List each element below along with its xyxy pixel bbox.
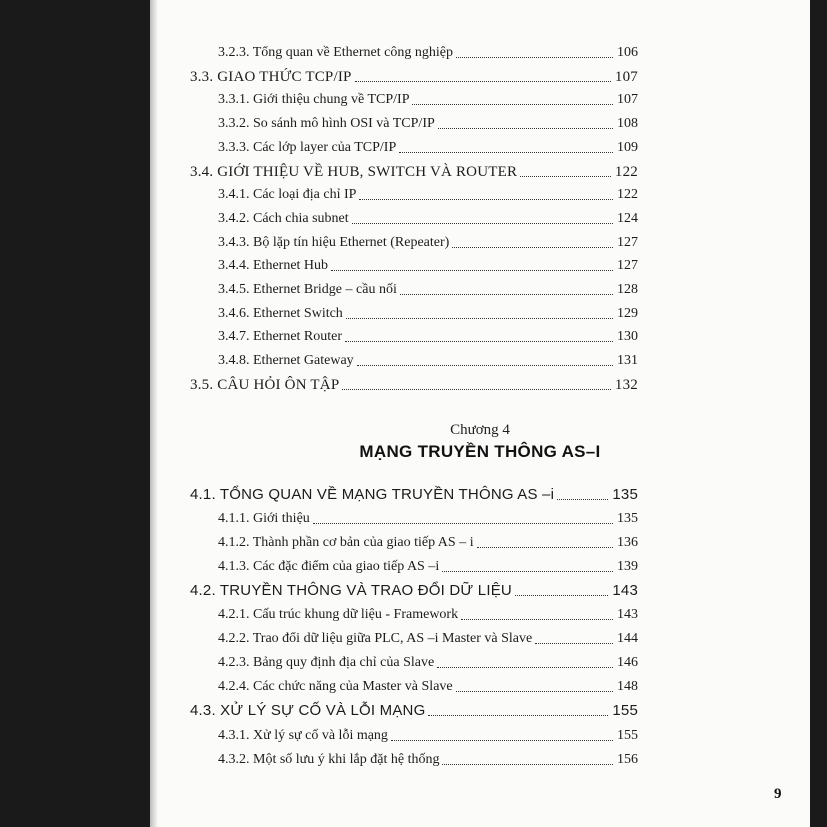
toc-entry-title: 3.4.8. Ethernet Gateway	[218, 353, 354, 369]
chapter-label: Chương 4	[450, 422, 510, 438]
toc-entry-title: 3.4.6. Ethernet Switch	[218, 305, 343, 321]
toc-entry-title: 3.3.3. Các lớp layer của TCP/IP	[218, 139, 397, 155]
toc-dot-leader	[442, 749, 613, 765]
toc-dot-leader	[313, 508, 613, 524]
toc-entry	[218, 350, 638, 372]
toc-entry	[190, 484, 638, 506]
toc-entry	[218, 556, 638, 578]
toc-entry	[190, 374, 638, 396]
toc-entry-title: 4.2.3. Bảng quy định địa chỉ của Slave	[218, 655, 435, 671]
toc-entry	[218, 137, 638, 159]
toc-entry-page: 128	[617, 282, 638, 297]
page-number: 9	[774, 786, 782, 802]
toc-entry-title: 4.1.3. Các đặc điểm của giao tiếp AS –i	[218, 559, 440, 575]
toc-dot-leader	[477, 532, 613, 548]
toc-entry-page: 144	[617, 631, 638, 647]
toc-entry-page: 108	[617, 116, 638, 132]
toc-dot-leader	[452, 232, 613, 248]
toc-entry	[218, 749, 638, 771]
toc-entry-page: 122	[614, 163, 638, 180]
toc-entry-page: 143	[617, 607, 638, 623]
toc-entry-title: 3.3. GIAO THỨC TCP/IP	[190, 68, 352, 85]
toc-dot-leader	[400, 279, 613, 295]
toc-entry-title: 3.5. CÂU HỎI ÔN TẬP	[190, 376, 340, 393]
toc-entry-page: 129	[617, 305, 638, 321]
toc-dot-leader	[391, 725, 613, 741]
toc-entry-title: 4.2.1. Cấu trúc khung dữ liệu - Framework	[218, 607, 459, 623]
toc-dot-leader	[437, 652, 613, 668]
toc-dot-leader	[456, 42, 613, 58]
toc-entry-page: 135	[617, 511, 638, 527]
toc-entry	[218, 232, 638, 254]
toc-dot-leader	[520, 161, 611, 177]
toc-entry-title: 3.4. GIỚI THIỆU VỀ HUB, SWITCH VÀ ROUTER	[190, 163, 518, 180]
toc-entry-title: 3.4.4. Ethernet Hub	[218, 258, 329, 274]
toc-entry-title: 3.3.1. Giới thiệu chung về TCP/IP	[218, 92, 410, 108]
toc-dot-leader	[535, 628, 613, 644]
toc-entry	[218, 725, 638, 747]
toc-entry	[218, 508, 638, 530]
toc-entry-page: 107	[614, 68, 638, 85]
toc-entry-title: 4.1.2. Thành phần cơ bản của giao tiếp AS – i	[218, 535, 474, 551]
toc-entry-page: 107	[617, 92, 638, 108]
toc-entry	[218, 279, 638, 301]
toc-entry-title: 3.4.2. Cách chia subnet	[218, 210, 349, 226]
toc-entry-title: 3.4.3. Bộ lặp tín hiệu Ethernet (Repeater)	[218, 234, 450, 250]
toc-entry	[218, 255, 638, 277]
toc-entry	[218, 303, 638, 325]
toc-entry-page: 131	[617, 353, 638, 369]
toc-entry-page: 143	[612, 582, 638, 600]
toc-entry-page: 155	[612, 702, 638, 720]
toc-entry	[218, 326, 638, 348]
toc-dot-leader	[428, 700, 608, 716]
toc-entry-title: 4.3.2. Một số lưu ý khi lắp đặt hệ thống	[218, 751, 440, 767]
toc-entry	[218, 652, 638, 674]
toc-entry	[218, 604, 638, 626]
toc-entry-title: 3.4.5. Ethernet Bridge – cầu nối	[218, 282, 397, 297]
toc-entry-page: 130	[617, 329, 638, 345]
toc-dot-leader	[346, 303, 613, 319]
toc-dot-leader	[399, 137, 613, 153]
toc-entry	[190, 700, 638, 722]
toc-dot-leader	[557, 484, 608, 500]
toc-entry	[218, 208, 638, 230]
book-page	[150, 0, 810, 827]
toc-dot-leader	[456, 676, 613, 692]
toc-entry	[190, 580, 638, 602]
toc-dot-leader	[355, 66, 611, 82]
toc-dot-leader	[357, 350, 613, 366]
toc-entry-page: 156	[617, 751, 638, 767]
toc-dot-leader	[331, 255, 613, 271]
binding-shadow	[150, 0, 158, 827]
toc-entry-title: 3.4.1. Các loại địa chỉ IP	[218, 187, 357, 203]
toc-entry-title: 4.1.1. Giới thiệu	[218, 511, 310, 527]
toc-entry-title: 3.2.3. Tổng quan về Ethernet công nghiệp	[218, 45, 453, 60]
toc-entry	[218, 42, 638, 64]
toc-dot-leader	[461, 604, 613, 620]
toc-dot-leader	[352, 208, 613, 224]
toc-dot-leader	[359, 184, 613, 200]
toc-entry-title: 4.3.1. Xử lý sự cố và lỗi mạng	[218, 727, 388, 743]
toc-entry	[218, 532, 638, 554]
toc-entry-page: 135	[612, 486, 638, 503]
toc-entry-title: 4.1. TỔNG QUAN VỀ MẠNG TRUYỀN THÔNG AS –i	[190, 486, 555, 503]
toc-entry	[218, 628, 638, 650]
toc-entry	[190, 161, 638, 183]
toc-entry-title: 4.3. XỬ LÝ SỰ CỐ VÀ LỖI MẠNG	[190, 702, 426, 720]
toc-entry-page: 132	[614, 376, 638, 393]
toc-entry-page: 124	[617, 210, 638, 226]
toc-dot-leader	[438, 113, 613, 129]
toc-entry-page: 136	[617, 535, 638, 551]
toc-dot-leader	[515, 580, 608, 596]
toc-entry	[218, 676, 638, 698]
toc-entry-title: 4.2.4. Các chức năng của Master và Slave	[218, 679, 453, 695]
toc-entry-page: 148	[617, 679, 638, 695]
toc-entry-title: 4.2. TRUYỀN THÔNG VÀ TRAO ĐỔI DỮ LIỆU	[190, 582, 512, 600]
toc-dot-leader	[345, 326, 613, 342]
toc-entry	[218, 113, 638, 135]
toc-entry-page: 122	[617, 187, 638, 203]
toc-entry-page: 127	[617, 258, 638, 274]
toc-entry-page: 146	[617, 655, 638, 671]
toc-entry	[218, 184, 638, 206]
toc-entry	[218, 89, 638, 111]
toc-entry-page: 155	[617, 727, 638, 743]
toc-entry-title: 3.4.7. Ethernet Router	[218, 329, 343, 345]
toc-entry-page: 127	[617, 234, 638, 250]
toc-entry	[190, 66, 638, 88]
toc-dot-leader	[412, 89, 613, 105]
toc-entry-title: 3.3.2. So sánh mô hình OSI và TCP/IP	[218, 116, 435, 132]
toc-dot-leader	[442, 556, 613, 572]
toc-dot-leader	[342, 374, 611, 390]
toc-entry-page: 106	[617, 45, 638, 60]
toc-entry-page: 109	[617, 139, 638, 155]
toc-entry-title: 4.2.2. Trao đổi dữ liệu giữa PLC, AS –i Master và Slave	[218, 631, 533, 647]
chapter-title: MẠNG TRUYỀN THÔNG AS–I	[359, 442, 601, 461]
toc-entry-page: 139	[617, 559, 638, 575]
